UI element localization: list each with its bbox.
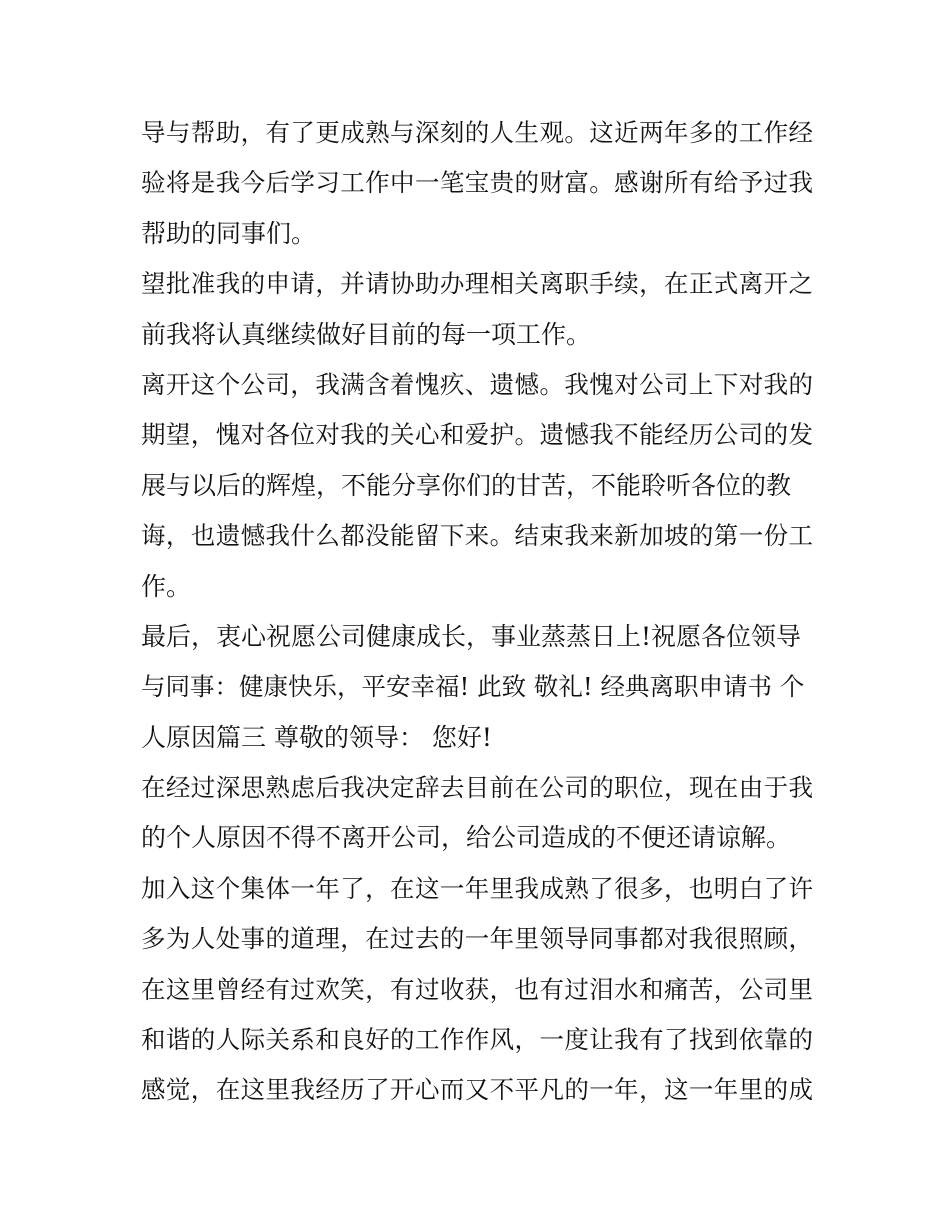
- text-line: 最后，衷心祝愿公司健康成长，事业蒸蒸日上!祝愿各位领导: [141, 621, 802, 651]
- document-body: [141, 108, 813, 1116]
- text-line: 导与帮助，有了更成熟与深刻的人生观。这近两年多的工作经: [141, 118, 813, 147]
- text-line: 前我将认真继续做好目前的每一项工作。: [141, 319, 592, 349]
- text-line: 多为人处事的道理，在过去的一年里领导同事都对我很照顾，: [141, 924, 813, 954]
- text-line: 验将是我今后学习工作中一笔宝贵的财富。感谢所有给予过我: [141, 168, 813, 198]
- text-line: 帮助的同事们。: [141, 218, 317, 248]
- text-line: 作。: [141, 571, 192, 601]
- text-line: 人原因篇三 尊敬的领导： 您好!: [141, 722, 492, 752]
- text-line: 望批准我的申请，并请协助办理相关离职手续，在正式离开之: [141, 269, 813, 299]
- text-line: 的个人原因不得不离开公司，给公司造成的不便还请谅解。: [141, 823, 792, 853]
- text-line: 感觉，在这里我经历了开心而又不平凡的一年，这一年里的成: [141, 1075, 813, 1105]
- text-line: 与同事：健康快乐，平安幸福! 此致 敬礼! 经典离职申请书 个: [141, 672, 805, 702]
- text-line: 在经过深思熟虑后我决定辞去目前在公司的职位，现在由于我: [141, 773, 813, 803]
- text-line: 在这里曾经有过欢笑，有过收获，也有过泪水和痛苦，公司里: [141, 974, 813, 1004]
- text-line: 展与以后的辉煌，不能分享你们的甘苦，不能聆听各位的教: [141, 470, 792, 500]
- text-line: 期望，愧对各位对我的关心和爱护。遗憾我不能经历公司的发: [141, 420, 813, 450]
- text-line: 离开这个公司，我满含着愧疚、遗憾。我愧对公司上下对我的: [141, 369, 813, 399]
- text-line: 诲，也遗憾我什么都没能留下来。结束我来新加坡的第一份工: [141, 521, 813, 551]
- text-line: 加入这个集体一年了，在这一年里我成熟了很多，也明白了许: [141, 873, 813, 903]
- text-line: 和谐的人际关系和良好的工作作风，一度让我有了找到依靠的: [141, 1025, 813, 1055]
